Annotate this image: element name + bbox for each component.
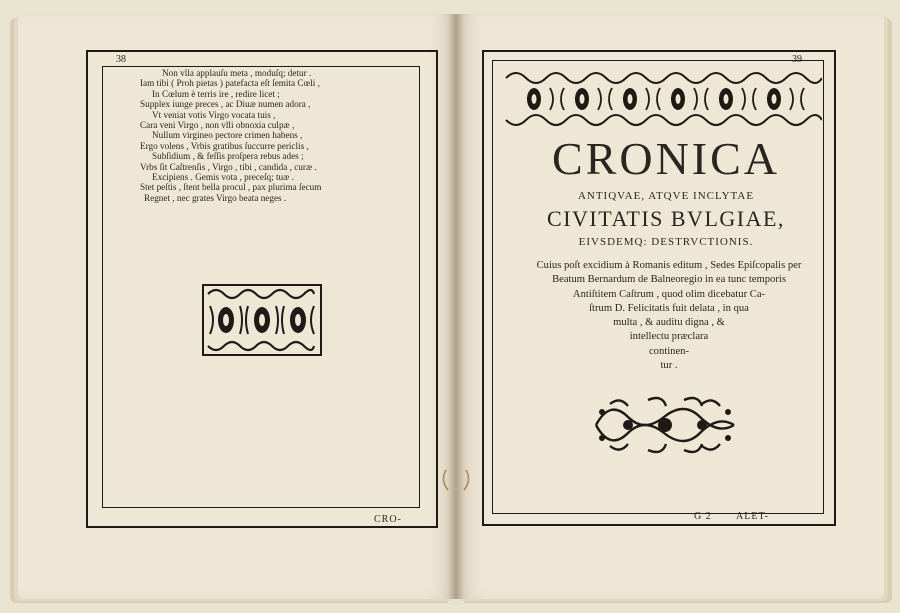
verse-line: Iam tibi ( Proh pietas ) patefacta eſt ſemita Cœli , (140, 78, 320, 89)
body-line: ſtrum D. Felicitatis fuit delata , in qua (589, 302, 749, 314)
verse-line: Regnet , nec grates Virgo beata neges . (144, 192, 287, 203)
binding-thread (438, 466, 474, 494)
title-body-text (504, 259, 834, 373)
body-line: multa , & auditu digna , & (613, 317, 725, 329)
signature-mark: G 2 (694, 511, 712, 522)
body-line: tur . (660, 360, 678, 372)
verse-line: Nullum virgineo pectore crimen habens , (152, 130, 303, 141)
verse-line: In Cœlum è terris ire , redire licet ; (152, 88, 280, 99)
right-page (456, 14, 884, 599)
verse-line: Vt veniat votis Virgo vocata tuis , (152, 109, 276, 120)
catchword-left: CRO- (374, 514, 402, 525)
woodcut-header-band (504, 68, 822, 130)
woodcut-ornament-left (202, 284, 322, 356)
verse-line: Stet peſtis , ſtent bella procul , pax plurima ſecum (140, 182, 322, 193)
verse-block (126, 68, 426, 203)
verse-line: Supplex iunge preces , ac Diuæ numen adora , (140, 99, 311, 110)
woodcut-ornament-right (592, 392, 738, 458)
verse-line: Cara veni Virgo , non vlli obnoxia culpæ , (140, 120, 295, 131)
subtitle-destructionis: EIVSDEMQ: DESTRVCTIONIS. (578, 236, 754, 248)
body-line: Antiſtitem Caſtrum , quod olim dicebatur Ca- (572, 288, 766, 300)
page-number-left: 38 (116, 54, 126, 65)
body-line: continen- (648, 345, 689, 357)
verse-line: Vrbs ſit Caſtrenſis , Virgo , tibi , candida , curæ . (140, 161, 317, 172)
body-line: Cuius poſt excidium à Romanis editum , Sedes Epiſcopalis per (536, 260, 802, 271)
subtitle-civitatis: CIVITATIS BVLGIAE, (547, 206, 785, 231)
book-gutter (448, 14, 464, 599)
body-line: Beatum Bernardum de Balneoregio in ea tunc temporis (552, 274, 786, 286)
verse-line: Subſidium , & feſſis proſpera rebus ades ; (152, 151, 304, 162)
title-cronica: CRONICA (551, 133, 781, 184)
open-book (8, 14, 888, 604)
verse-line: Ergo volens , Vrbis gratibus ſuccurre periclis , (140, 140, 309, 151)
subtitle-antiquae: ANTIQVAE, ATQVE INCLYTAE (577, 190, 755, 202)
page-number-right: 39 (792, 54, 802, 65)
verse-line: Non vlla applauſu meta , moduſq; detur . (162, 68, 312, 78)
left-page (18, 14, 456, 599)
verse-line: Excipiens . Gemis vota , preceſq; tuæ . (152, 172, 294, 183)
body-line: intellectu præclara (629, 331, 709, 343)
catchword-right: ALET- (736, 511, 769, 522)
